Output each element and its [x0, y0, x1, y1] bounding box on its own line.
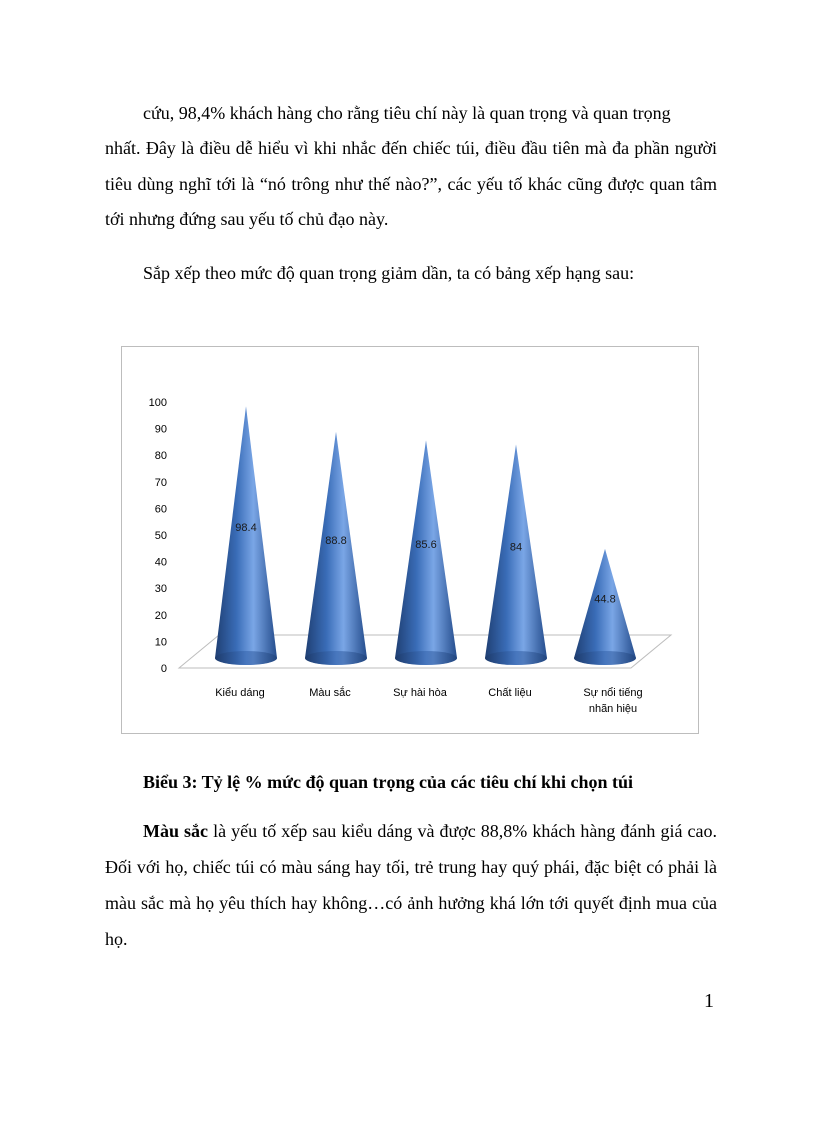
cone-base [574, 651, 636, 665]
cone-bar [215, 406, 277, 665]
y-tick-label: 60 [154, 503, 167, 516]
y-tick-label: 100 [148, 397, 167, 409]
page-number: 1 [704, 990, 714, 1012]
cone-base [395, 651, 457, 665]
y-tick-label: 20 [154, 609, 167, 622]
cone-body [574, 549, 636, 665]
y-tick-label: 10 [154, 636, 167, 649]
cone-bar [574, 549, 636, 665]
cone-base [215, 651, 277, 665]
cone-chart [121, 346, 699, 734]
y-tick-label: 90 [154, 423, 167, 436]
cone-body [305, 432, 367, 665]
chart-caption: Biểu 3: Tỷ lệ % mức độ quan trọng của các tiêu chí khi chọn túi [143, 772, 634, 792]
data-label: 84 [509, 541, 523, 554]
cone-bar [305, 432, 367, 665]
y-tick-label: 0 [160, 663, 167, 675]
cone-bar [485, 445, 547, 665]
data-label: 44.8 [594, 593, 616, 606]
y-tick-label: 50 [154, 530, 167, 542]
y-tick-label: 70 [154, 476, 167, 489]
y-tick-label: 80 [154, 450, 167, 463]
paragraph-1-continued: nhất. Đây là điều dễ hiểu vì khi nhắc đến chiếc túi, điều đầu tiên mà đa phần người tiêu dùng nghĩ tới là “nó trông như thế nào?”, các yếu tố khác cũng được quan tâm tới nhưng đứng sau yếu tố chủ đạo này. [105, 138, 717, 229]
data-label: 85.6 [415, 539, 437, 552]
paragraph-3-bold-term: Màu sắc [143, 821, 209, 841]
category-label: Chất liệu [488, 687, 532, 699]
y-axis [149, 397, 167, 675]
paragraph-1-first-line [143, 96, 717, 132]
paragraph-2: Sắp xếp theo mức độ quan trọng giảm dần, ta có bảng xếp hạng sau: [143, 263, 635, 283]
category-label: Màu sắc [309, 687, 351, 699]
paragraph-3-text: là yếu tố xếp sau kiểu dáng và được 88,8% khách hàng đánh giá cao. Đối với họ, chiếc túi có màu sáng hay tối, trẻ trung hay quý phái, đặc biệt có phải là màu sắc mà họ yêu thích hay không…có ảnh hưởng khá lớn tới quyết định mua của họ. [105, 821, 717, 949]
cone-body [215, 406, 277, 665]
cone-body [395, 440, 457, 665]
category-label: Kiểu dáng [215, 687, 265, 699]
data-label: 98.4 [235, 522, 257, 535]
cone-series [215, 406, 636, 665]
category-label: nhãn hiệu [588, 703, 638, 715]
x-axis-labels [215, 686, 642, 715]
category-label: Sự hài hòa [393, 687, 447, 699]
y-tick-label: 40 [154, 556, 167, 569]
cone-base [485, 651, 547, 665]
category-label: Sự nổi tiếng [583, 687, 643, 699]
paragraph-3 [105, 813, 717, 957]
data-label: 88.8 [325, 534, 347, 547]
cone-bar [395, 440, 457, 665]
y-tick-label: 30 [154, 583, 167, 596]
cone-base [305, 651, 367, 665]
cone-body [485, 445, 547, 665]
paragraph-1-line-1: cứu, 98,4% khách hàng cho rằng tiêu chí này là quan trọng và quan trọng [143, 103, 671, 123]
